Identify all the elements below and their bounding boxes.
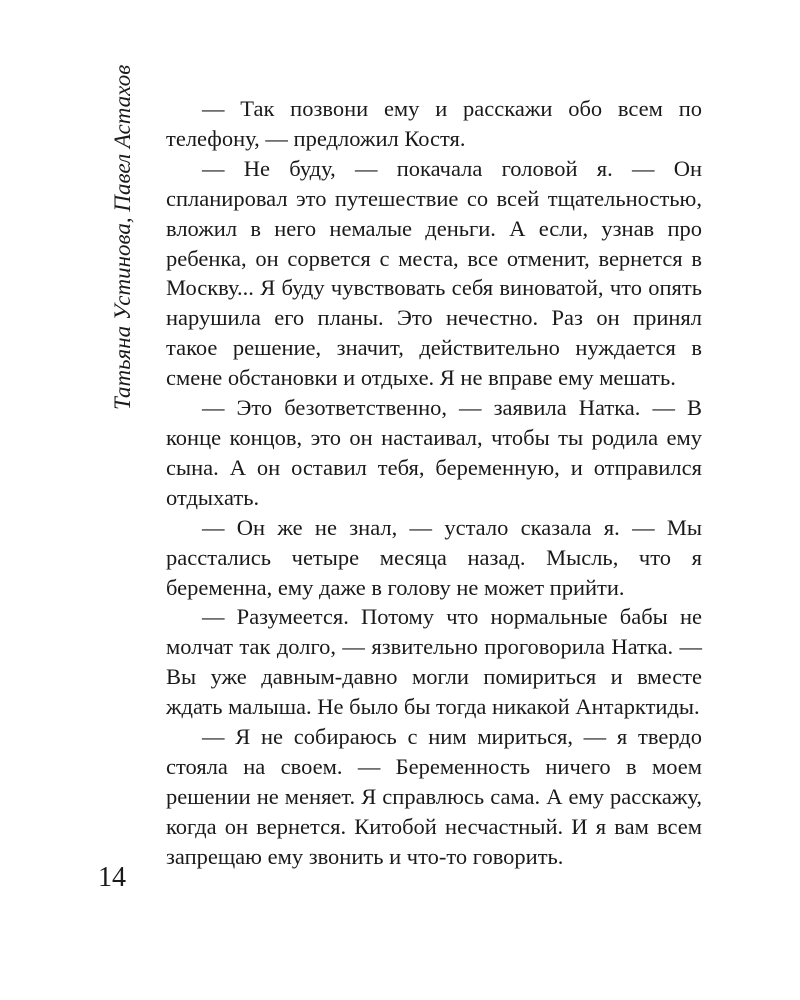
paragraph: — Не буду, — покачала головой я. — Он спланировал это путешествие со всей тщательностью, вложил в него немалые деньги. А если, узнав про ребенка, он сорвется с места, все отменит, вернется в Москву... Я буду чувствовать себя виноватой, что опять нарушила его планы. Это нечестно. Раз он принял такое решение, значит, действительно нуждается в смене обстановки и отдыхе. Я не вправе ему мешать. (166, 155, 702, 391)
paragraph: — Это безответственно, — заявила Натка. — В конце концов, это он настаивал, чтобы ты родила ему сына. А он оставил тебя, беременную, и отправился отдыхать. (166, 395, 702, 510)
running-head: Татьяна Устинова, Павел Астахов (110, 64, 135, 410)
paragraph: — Он же не знал, — устало сказала я. — Мы расстались четыре месяца назад. Мысль, что я беременна, ему даже в голову не может прийти. (166, 514, 702, 600)
paragraph: — Так позвони ему и расскажи обо всем по телефону, — предложил Костя. (166, 96, 702, 151)
paragraph: — Разумеется. Потому что нормальные бабы не молчат так долго, — язвительно проговорила Натка. — Вы уже давным-давно могли помириться и вместе ждать малыша. Не было бы тогда никакой Антарктиды. (166, 604, 702, 720)
page-number: 14 (98, 862, 126, 893)
paragraph: — Я не собираюсь с ним мириться, — я твердо стояла на своем. — Беременность ничего в моем решении не меняет. Я справлюсь сама. А ему расскажу, когда он вернется. Китобой несчастный. И я вам всем запрещаю ему звонить и что-то говорить. (166, 724, 702, 869)
book-page-text (166, 94, 702, 872)
